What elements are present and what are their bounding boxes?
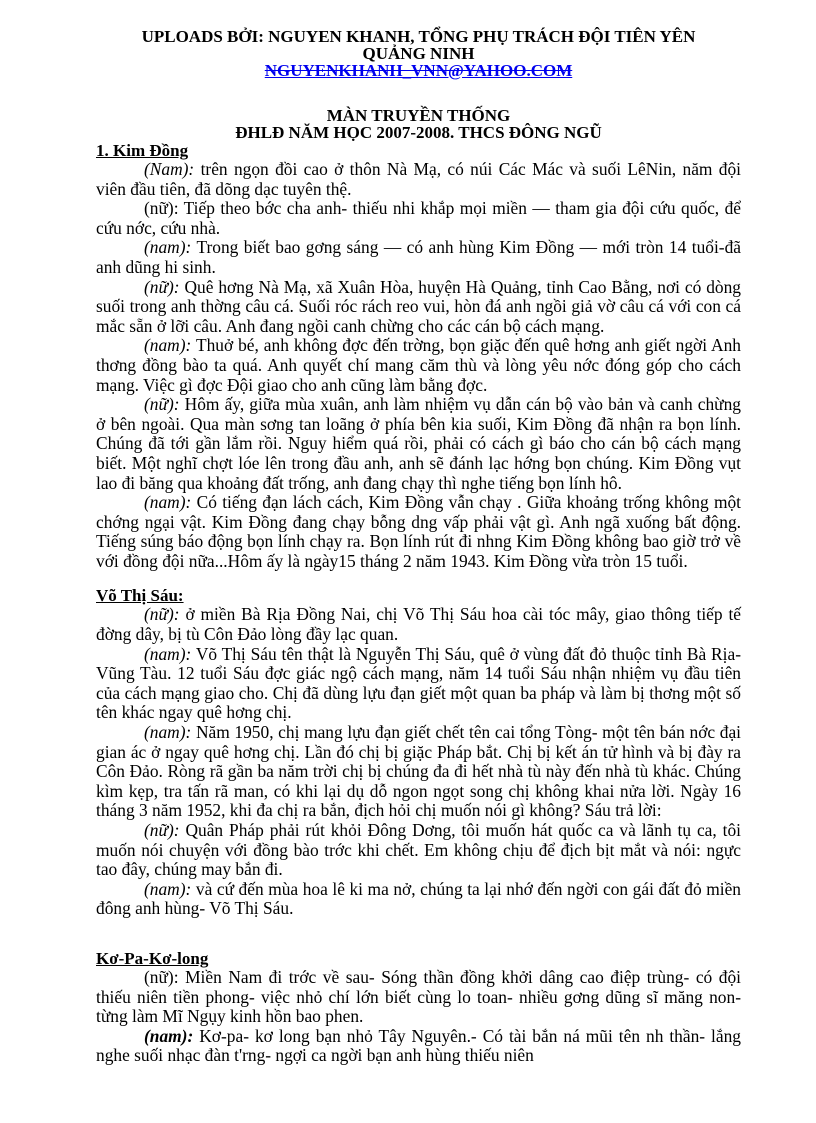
paragraph-text: Quê hơng Nà Mạ, xã Xuân Hòa, huyện Hà Quảng, tỉnh Cao Bằng, nơi có dòng suối trong anh thờng câu cá. Suối róc rách reo vui, hòn đá anh ngồi giả vờ câu cá với con cá mắc sẵn ở lỡi câu. Anh đang ngồi canh chừng cho các cán bộ cách mạng. bbox=[96, 276, 741, 336]
paragraph-text: Có tiếng đạn lách cách, Kim Đồng vẫn chạy . Giữa khoảng trống không một chớng ngại vật. Kim Đồng đang chạy bỗng dng vấp phải vật gì. Anh ngã xuống bất động. Tiếng súng báo động bọn lính chạy ra. Bọn lính rút đi nhng Kim Đồng không bao giờ trở về với đồng đội nữa...Hôm ấy là ngày15 tháng 2 năm 1943. Kim Đồng vừa tròn 15 tuổi. bbox=[96, 492, 741, 571]
paragraph bbox=[96, 238, 741, 277]
paragraph-text: Trong biết bao gơng sáng — có anh hùng Kim Đồng — mới tròn 14 tuổi-đã anh dũng hi sinh. bbox=[96, 237, 741, 277]
paragraph-text: Võ Thị Sáu tên thật là Nguyễn Thị Sáu, quê ở vùng đất đỏ thuộc tỉnh Bà Rịa-Vũng Tàu. 12 tuổi Sáu đợc giác ngộ cách mạng, năm 14 tuổi Sáu nhận nhiệm vụ đầu tiên của cách mạng giao cho. Chị đã dùng lựu đạn giết một quan ba pháp và làm bị thơng một số tên khác ngay quê hơng chị. bbox=[96, 643, 741, 723]
section-ko-pa-ko-long bbox=[96, 949, 741, 1066]
paragraph-text: và cứ đến mùa hoa lê ki ma nở, chúng ta lại nhớ đến ngời con gái đất đỏ miền đông anh hùng- Võ Thị Sáu. bbox=[96, 878, 741, 919]
paragraph bbox=[96, 278, 741, 337]
email-link[interactable]: NGUYENKHANH_VNN@YAHOO.COM bbox=[264, 61, 573, 80]
section-vo-thi-sau bbox=[96, 586, 741, 919]
paragraph-text: Tiếp theo bớc cha anh- thiếu nhi khắp mọi miền — tham gia đội cứu quốc, để cứu nớc, cứu nhà. bbox=[96, 198, 741, 238]
paragraph bbox=[96, 645, 741, 723]
speaker-label: (Nam): bbox=[144, 159, 195, 179]
header-line-1: UPLOADS BỞI: NGUYEN KHANH, TỔNG PHỤ TRÁCH ĐỘI TIÊN YÊN bbox=[141, 27, 696, 46]
paragraph bbox=[96, 1027, 741, 1066]
paragraph bbox=[96, 199, 741, 238]
paragraph-text: Quân Pháp phải rút khỏi Đông Dơng, tôi muốn hát quốc ca và lãnh tụ ca, tôi muốn nói chuyện với đồng bào trớc khi chết. Em không chịu để địch bịt mắt và nói: ngực tao đây, chúng may bắn đi. bbox=[96, 820, 741, 880]
speaker-label: (nữ): bbox=[144, 604, 180, 625]
section-heading: Võ Thị Sáu: bbox=[96, 586, 184, 606]
speaker-label: (nữ): bbox=[144, 966, 179, 987]
paragraph bbox=[96, 968, 741, 1027]
paragraph bbox=[96, 605, 741, 644]
paragraph bbox=[96, 821, 741, 880]
speaker-label: (nam): bbox=[144, 492, 192, 513]
speaker-label: (nữ): bbox=[144, 276, 180, 297]
speaker-label: (nam): bbox=[144, 237, 192, 258]
paragraph bbox=[96, 493, 741, 571]
document-page bbox=[96, 28, 741, 1066]
speaker-label: (nam): bbox=[144, 643, 192, 664]
paragraph-text: Kơ-pa- kơ long bạn nhỏ Tây Nguyên.- Có tài bắn ná mũi tên nh thần- lắng nghe suối nhạc đàn t'rng- ngợi ca ngời bạn anh hùng thiếu niên bbox=[96, 1025, 741, 1066]
section-kim-dong bbox=[96, 141, 741, 571]
speaker-label: (nam): bbox=[144, 878, 192, 899]
paragraph bbox=[96, 723, 741, 821]
paragraph-text: Thuở bé, anh không đợc đến trờng, bọn giặc đến quê hơng anh giết ngời Anh thơng đồng bào ta quá. Anh quyết chí mang căm thù và lòng yêu nớc đóng góp cho cách mạng. Việc gì đợc Đội giao cho anh cũng làm bằng đợc. bbox=[96, 335, 741, 395]
section-heading: 1. Kim Đồng bbox=[96, 141, 189, 160]
speaker-label: (nữ): bbox=[144, 820, 180, 840]
paragraph bbox=[96, 160, 741, 199]
paragraph bbox=[96, 880, 741, 919]
speaker-label: (nam): bbox=[144, 722, 192, 743]
paragraph-text: Năm 1950, chị mang lựu đạn giết chết tên cai tổng Tòng- một tên bán nớc đại gian ác ở ngay quê hơng chị. Lần đó chị bị giặc Pháp bắt. Chị bị kết án tử hình và bị đày ra Côn Đảo. Ròng rã gần ba năm trời chị bị chúng đa đi hết nhà tù này đến nhà tù khác. Chúng kìm kẹp, tra tấn rã man, có khi lại dụ dỗ ngon ngọt song chị không khai nửa lời. Ngày 16 tháng 3 năm 1952, khi đa chị ra bắn, địch hỏi chị muốn nói gì không? Sáu trả lời: bbox=[96, 722, 741, 821]
paragraph-text: trên ngọn đồi cao ở thôn Nà Mạ, có núi Các Mác và suối LêNin, năm đội viên đầu tiên, đã dõng dạc tuyên thệ. bbox=[96, 159, 741, 199]
section-heading: Kơ-Pa-Kơ-long bbox=[96, 948, 209, 968]
paragraph bbox=[96, 395, 741, 493]
paragraph-text: Hôm ấy, giữa mùa xuân, anh làm nhiệm vụ dẫn cán bộ vào bản và canh chừng ở bên ngoài. Qua màn sơng tan loãng ở phía bên kia suối, Kim Đồng đã nhận ra bọn lính. Chúng đã tới gần lắm rồi. Nguy hiểm quá rồi, phải có cách gì báo cho cán bộ cách mạng biết. Một nghĩ chợt lóe lên trong đầu anh, anh sẽ đánh lạc hớng bọn chúng. Kim Đồng vụt lao đi băng qua khoảng đất trống, anh đang chạy thì nghe tiếng bọn lính hô. bbox=[96, 394, 741, 493]
speaker-label: (nữ): bbox=[144, 394, 180, 415]
header-line-2: QUẢNG NINH bbox=[362, 44, 475, 63]
speaker-label: (nam): bbox=[144, 1025, 194, 1046]
speaker-label: (nữ): bbox=[144, 198, 179, 219]
paragraph-text: Miền Nam đi trớc về sau- Sóng thần đồng khởi dâng cao điệp trùng- có đội thiếu niên tiền phong- việc nhỏ chí lớn biết cùng lo toan- nhiều gơng dũng sĩ măng non- từng làm Mĩ Ngụy kinh hồn bao phen. bbox=[96, 966, 741, 1027]
paragraph bbox=[96, 336, 741, 395]
document-title: MÀN TRUYỀN THỐNG bbox=[326, 106, 511, 125]
paragraph-text: ở miền Bà Rịa Đồng Nai, chị Võ Thị Sáu hoa cài tóc mây, giao thông tiếp tế đờng dây, bị tù Côn Đảo lòng đầy lạc quan. bbox=[96, 604, 741, 645]
document-subtitle: ĐHLĐ NĂM HỌC 2007-2008. THCS ĐÔNG NGŨ bbox=[235, 123, 602, 142]
speaker-label: (nam): bbox=[144, 335, 192, 356]
